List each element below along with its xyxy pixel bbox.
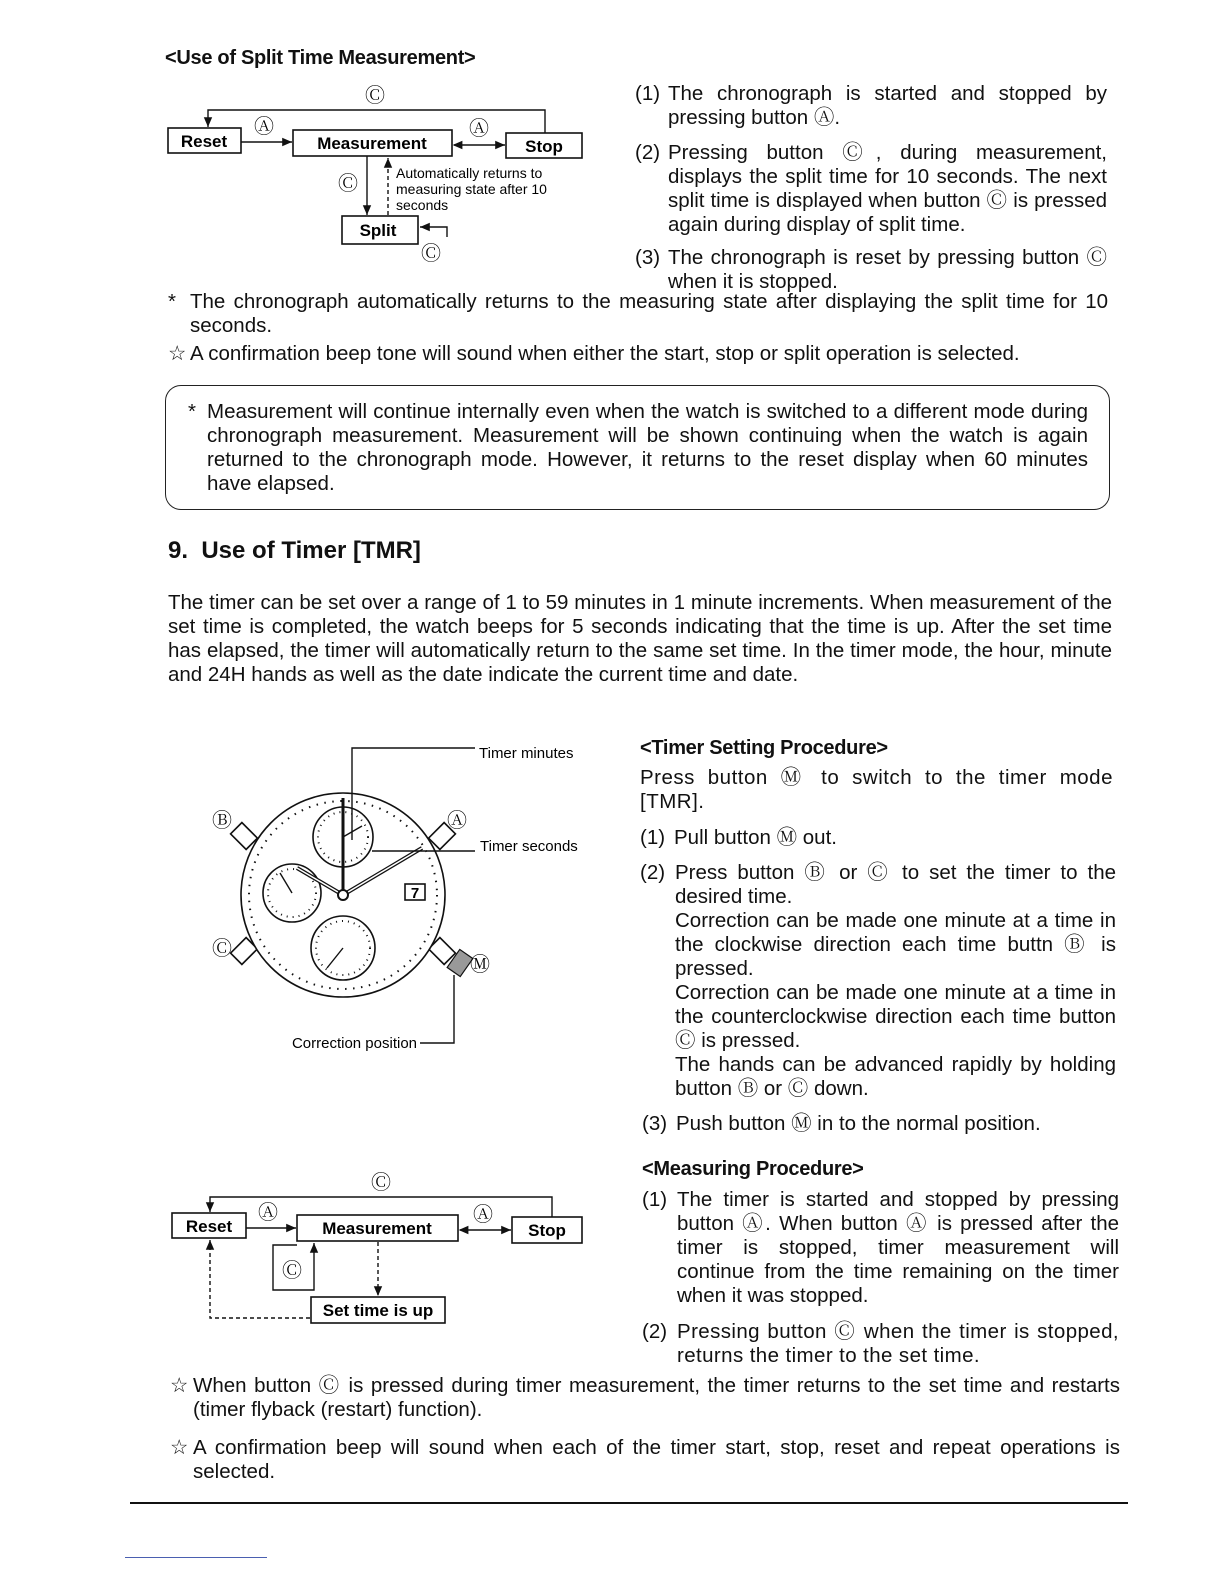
timer-flyback-note [170, 1374, 1120, 1422]
stop-label: Stop [525, 137, 563, 156]
measuring-step-1 [642, 1188, 1119, 1308]
correction-position-label: Correction position [291, 1035, 417, 1052]
step-detail: Correction can be made one minute at a time in the clockwise direction each time buttn Ⓑ is pressed. [675, 909, 1116, 980]
step-text: The chronograph is started and stopped by pressing button Ⓐ. [668, 82, 1107, 129]
timer-section-heading: 9. Use of Timer [TMR] [168, 537, 421, 564]
split-step-1 [635, 82, 1107, 130]
button-a-icon: Ⓐ [447, 810, 467, 832]
note-text: A confirmation beep will sound when each of the timer start, stop, reset and repeat operations is selected. [193, 1436, 1120, 1483]
measuring-procedure-heading: <Measuring Procedure> [642, 1158, 864, 1180]
timer-setting-intro: Press button Ⓜ to switch to the timer mode [TMR]. [640, 766, 1113, 813]
button-c-icon: Ⓒ [338, 173, 358, 195]
button-a-icon: Ⓐ [254, 116, 274, 138]
split-beep-note [168, 342, 1108, 366]
note-text: When button Ⓒ is pressed during timer measurement, the timer returns to the set time and restarts (timer flyback (restart) function). [193, 1374, 1120, 1421]
note-text: The chronograph automatically returns to the measuring state after displaying the split time for 10 seconds. [190, 290, 1108, 337]
timer-minutes-label: Timer minutes [479, 745, 574, 762]
step-text: Pressing button Ⓒ, during measurement, displays the split time for 10 seconds. The next split time is displayed when button Ⓒ is pressed again during display of split time. [668, 141, 1107, 236]
auto-return-note: Automatically returns to [396, 165, 543, 181]
button-a-icon: Ⓐ [469, 118, 489, 140]
split-step-3 [635, 246, 1107, 294]
timer-setting-step-3 [642, 1112, 1118, 1136]
split-loop-arrow [420, 227, 447, 237]
watch-diagram [200, 740, 600, 1060]
step-detail: The hands can be advanced rapidly by holding button Ⓑ or Ⓒ down. [675, 1053, 1116, 1100]
star-icon: ☆ [170, 1436, 189, 1459]
note-text: A confirmation beep tone will sound when either the start, stop or split operation is selected. [190, 342, 1020, 365]
button-a-icon: Ⓐ [473, 1204, 493, 1226]
footer-mark [125, 1557, 267, 1558]
timer-beep-note [170, 1436, 1120, 1484]
button-m-icon: Ⓜ [470, 954, 490, 976]
step-number: (2) [635, 141, 661, 164]
button-c-icon: Ⓒ [212, 938, 232, 960]
step-number: (3) [642, 1112, 668, 1135]
measuring-step-2 [642, 1320, 1119, 1368]
date-value: 7 [410, 885, 420, 902]
measurement-label: Measurement [322, 1219, 432, 1238]
split-auto-return-note [168, 290, 1108, 338]
star-icon: ☆ [168, 342, 187, 365]
timer-setting-heading: <Timer Setting Procedure> [640, 737, 888, 759]
split-label: Split [359, 221, 397, 240]
step-text: Pull button Ⓜ out. [674, 826, 837, 849]
step-number: (3) [635, 246, 661, 269]
measurement-label: Measurement [317, 134, 427, 153]
footer-rule [130, 1502, 1128, 1504]
button-c-icon: Ⓒ [365, 85, 385, 107]
asterisk-mark: * [188, 400, 196, 423]
set-time-up-label: Set time is up [322, 1301, 434, 1320]
split-flow-diagram [160, 80, 600, 270]
timer-flow-diagram [160, 1160, 600, 1330]
step-number: (2) [642, 1320, 668, 1343]
button-c-icon: Ⓒ [421, 243, 441, 265]
step-number: (1) [642, 1188, 668, 1211]
step-number: (1) [635, 82, 661, 105]
reset-label: Reset [185, 1217, 233, 1236]
correction-leader [420, 975, 454, 1043]
step-text: The chronograph is reset by pressing button Ⓒ when it is stopped. [668, 246, 1107, 293]
step-number: (2) [640, 861, 666, 884]
star-icon: ☆ [170, 1374, 189, 1397]
button-a-icon: Ⓐ [258, 1202, 278, 1224]
step-text: Press button Ⓑ or Ⓒ to set the timer to the desired time. [675, 861, 1116, 908]
step-text: The timer is started and stopped by pressing button Ⓐ. When button Ⓐ is pressed after the timer is stopped, timer measurement will continue from the time remaining on the timer when it was stopped. [677, 1188, 1119, 1307]
step-text: Push button Ⓜ in to the normal position. [676, 1112, 1041, 1135]
split-section-heading: <Use of Split Time Measurement> [165, 47, 476, 69]
button-c-icon: Ⓒ [282, 1260, 302, 1282]
stop-label: Stop [528, 1221, 566, 1240]
auto-return-note: seconds [396, 197, 449, 213]
button-c-icon: Ⓒ [371, 1172, 391, 1194]
step-detail: Correction can be made one minute at a time in the counterclockwise direction each time button Ⓒ is pressed. [675, 981, 1116, 1052]
asterisk-mark: * [168, 290, 176, 313]
step-text: Pressing button Ⓒ when the timer is stopped, returns the timer to the set time. [677, 1320, 1119, 1367]
info-box-note [188, 400, 1088, 496]
split-step-2 [635, 141, 1107, 237]
timer-seconds-label: Timer seconds [480, 838, 578, 855]
timer-setting-step-2 [640, 861, 1116, 1101]
button-b-icon: Ⓑ [212, 810, 232, 832]
auto-return-note: measuring state after 10 [396, 181, 547, 197]
timer-setting-step-1 [640, 826, 1116, 850]
step-number: (1) [640, 826, 666, 849]
note-text: Measurement will continue internally even when the watch is switched to a different mode during chronograph measurement. Measurement will be shown continuing when the watch is again returned to the chronograph mode. However, it returns to the reset display when 60 minutes have elapsed. [207, 400, 1088, 495]
timer-intro: The timer can be set over a range of 1 to 59 minutes in 1 minute increments. When measurement of the set time is completed, the watch beeps for 5 seconds indicating that the time is up. After the set time has elapsed, the timer will automatically return to the same set time. In the timer mode, the hour, minute and 24H hands as well as the date indicate the current time and date. [168, 591, 1112, 686]
reset-label: Reset [180, 132, 228, 151]
